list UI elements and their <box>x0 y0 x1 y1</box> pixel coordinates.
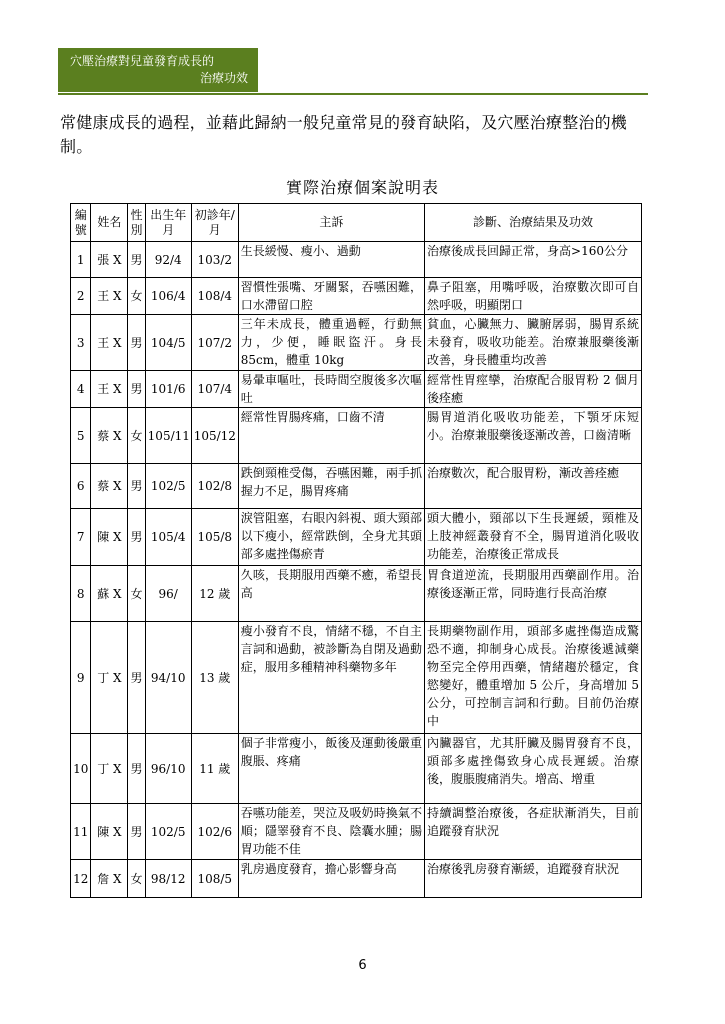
cell-sex: 男 <box>128 464 145 509</box>
cell-sex: 男 <box>128 242 145 278</box>
cell-sex: 女 <box>128 860 145 898</box>
cell-birth: 105/11 <box>145 408 191 464</box>
cell-result: 治療數次，配合服胃粉，漸改善痊癒 <box>425 464 642 509</box>
cell-sex: 女 <box>128 566 145 622</box>
cell-first-visit: 11 歲 <box>191 734 238 804</box>
cell-birth: 106/4 <box>145 278 191 315</box>
table-row <box>71 804 642 860</box>
cell-first-visit: 13 歲 <box>191 622 238 734</box>
cell-result: 經常性胃痙攣，治療配合服胃粉 2 個月後痊癒 <box>425 371 642 408</box>
cell-sex: 男 <box>128 509 145 566</box>
cell-first-visit: 105/12 <box>191 408 238 464</box>
cell-complaint: 個子非常瘦小，飯後及運動後嚴重腹脹、疼痛 <box>238 734 424 804</box>
col-header-first-visit: 初診年/月 <box>191 204 238 242</box>
col-header-complaint: 主訴 <box>238 204 424 242</box>
page-number: 6 <box>358 958 367 973</box>
cell-name: 王 X <box>91 315 128 371</box>
table-title: 實際治療個案說明表 <box>285 178 439 197</box>
cell-num: 2 <box>71 278 91 315</box>
cell-birth: 96/ <box>145 566 191 622</box>
cell-sex: 男 <box>128 734 145 804</box>
cell-num: 8 <box>71 566 91 622</box>
cell-first-visit: 12 歲 <box>191 566 238 622</box>
cell-name: 蔡 X <box>91 464 128 509</box>
cell-sex: 男 <box>128 622 145 734</box>
cell-name: 王 X <box>91 371 128 408</box>
col-header-birth: 出生年月 <box>145 204 191 242</box>
cell-sex: 女 <box>128 278 145 315</box>
cell-result: 腸胃道消化吸收功能差，下顎牙床短小。治療兼服藥後逐漸改善，口齒清晰 <box>425 408 642 464</box>
cell-num: 5 <box>71 408 91 464</box>
cell-result: 治療後成長回歸正常，身高>160公分 <box>425 242 642 278</box>
table-row <box>71 464 642 509</box>
cell-birth: 101/6 <box>145 371 191 408</box>
cell-num: 1 <box>71 242 91 278</box>
cell-num: 6 <box>71 464 91 509</box>
table-row <box>71 315 642 371</box>
cell-result: 頭大體小，頸部以下生長遲緩，頸椎及上肢神經叢發育不全，腸胃道消化吸收功能差，治療後正常成長 <box>425 509 642 566</box>
cell-complaint: 習慣性張嘴、牙關緊，吞嚥困難，口水滯留口腔 <box>238 278 424 315</box>
cell-birth: 92/4 <box>145 242 191 278</box>
cell-result: 胃食道逆流，長期服用西藥副作用。治療後逐漸正常，同時進行長高治療 <box>425 566 642 622</box>
cell-first-visit: 107/4 <box>191 371 238 408</box>
case-table <box>70 203 642 898</box>
cell-birth: 96/10 <box>145 734 191 804</box>
cell-first-visit: 108/5 <box>191 860 238 898</box>
table-row <box>71 408 642 464</box>
cell-num: 10 <box>71 734 91 804</box>
cell-birth: 94/10 <box>145 622 191 734</box>
cell-sex: 女 <box>128 408 145 464</box>
cell-sex: 男 <box>128 315 145 371</box>
cell-sex: 男 <box>128 371 145 408</box>
cell-name: 丁 X <box>91 622 128 734</box>
cell-birth: 102/5 <box>145 464 191 509</box>
cell-complaint: 淚管阻塞，右眼內斜視、頭大頸部以下瘦小，經常跌倒，全身尤其頭部多處挫傷瘀青 <box>238 509 424 566</box>
cell-num: 11 <box>71 804 91 860</box>
cell-first-visit: 102/8 <box>191 464 238 509</box>
cell-complaint: 瘦小發育不良，情緒不穩，不自主言詞和過動，被診斷為自閉及過動症，服用多種精神科藥物多年 <box>238 622 424 734</box>
col-header-result: 診斷、治療結果及功效 <box>425 204 642 242</box>
cell-name: 張 X <box>91 242 128 278</box>
cell-birth: 104/5 <box>145 315 191 371</box>
cell-complaint: 三年未成長，體重過輕，行動無力，少便，睡眠盜汗。身長85cm，體重 10kg <box>238 315 424 371</box>
cell-result: 貧血，心臟無力、臟腑孱弱，腸胃系統未發育，吸收功能差。治療兼服藥後漸改善，身長體重均改善 <box>425 315 642 371</box>
cell-birth: 102/5 <box>145 804 191 860</box>
table-header-row <box>71 204 642 242</box>
cell-num: 12 <box>71 860 91 898</box>
table-row <box>71 734 642 804</box>
cell-birth: 105/4 <box>145 509 191 566</box>
table-row <box>71 242 642 278</box>
col-header-name: 姓名 <box>91 204 128 242</box>
header-divider <box>58 93 648 95</box>
cell-name: 詹 X <box>91 860 128 898</box>
col-header-num: 編號 <box>71 204 91 242</box>
table-row <box>71 566 642 622</box>
header-title-line1: 穴壓治療對兒童發育成長的 <box>70 54 215 68</box>
cell-num: 3 <box>71 315 91 371</box>
cell-first-visit: 105/8 <box>191 509 238 566</box>
cell-complaint: 久咳，長期服用西藥不癒，希望長高 <box>238 566 424 622</box>
table-row <box>71 509 642 566</box>
cell-complaint: 乳房過度發育，擔心影響身高 <box>238 860 424 898</box>
cell-name: 丁 X <box>91 734 128 804</box>
cell-birth: 98/12 <box>145 860 191 898</box>
cell-name: 陳 X <box>91 804 128 860</box>
cell-result: 治療後乳房發育漸緩，追蹤發育狀況 <box>425 860 642 898</box>
cell-complaint: 易暈車嘔吐，長時間空腹後多次嘔吐 <box>238 371 424 408</box>
table-row <box>71 371 642 408</box>
cell-first-visit: 103/2 <box>191 242 238 278</box>
cell-num: 4 <box>71 371 91 408</box>
cell-num: 9 <box>71 622 91 734</box>
cell-complaint: 跌倒頸椎受傷，吞嚥困難，兩手抓握力不足，腸胃疼痛 <box>238 464 424 509</box>
cell-result: 長期藥物副作用，頭部多處挫傷造成驚恐不適，抑制身心成長。治療後遞減藥物至完全停用西藥，情緒趨於穩定，食慾變好，體重增加 5 公斤，身高增加 5 公分，可控制言詞和行動。目前仍治療中 <box>425 622 642 734</box>
table-row <box>71 860 642 898</box>
col-header-sex: 性別 <box>128 204 145 242</box>
cell-name: 蘇 X <box>91 566 128 622</box>
table-row <box>71 622 642 734</box>
cell-first-visit: 108/4 <box>191 278 238 315</box>
header-title-line2: 治療功效 <box>199 71 248 85</box>
cell-name: 蔡 X <box>91 408 128 464</box>
cell-name: 王 X <box>91 278 128 315</box>
cell-complaint: 經常性胃腸疼痛，口齒不清 <box>238 408 424 464</box>
cell-complaint: 生長緩慢、瘦小、過動 <box>238 242 424 278</box>
cell-result: 鼻子阻塞，用嘴呼吸，治療數次即可自然呼吸，明顯閉口 <box>425 278 642 315</box>
cell-sex: 男 <box>128 804 145 860</box>
cell-name: 陳 X <box>91 509 128 566</box>
header-banner <box>58 48 258 92</box>
cell-result: 持續調整治療後，各症狀漸消失，目前追蹤發育狀況 <box>425 804 642 860</box>
cell-first-visit: 107/2 <box>191 315 238 371</box>
cell-num: 7 <box>71 509 91 566</box>
cell-complaint: 吞嚥功能差，哭泣及吸奶時換氣不順；隱睪發育不良、陰囊水腫；腸胃功能不佳 <box>238 804 424 860</box>
intro-paragraph: 常健康成長的過程，並藉此歸納一般兒童常見的發育缺陷，及穴壓治療整治的機制。 <box>60 113 628 156</box>
cell-result: 內臟器官，尤其肝臟及腸胃發育不良，頭部多處挫傷致身心成長遲緩。治療後，腹脹腹痛消失。增高、增重 <box>425 734 642 804</box>
table-row <box>71 278 642 315</box>
cell-first-visit: 102/6 <box>191 804 238 860</box>
